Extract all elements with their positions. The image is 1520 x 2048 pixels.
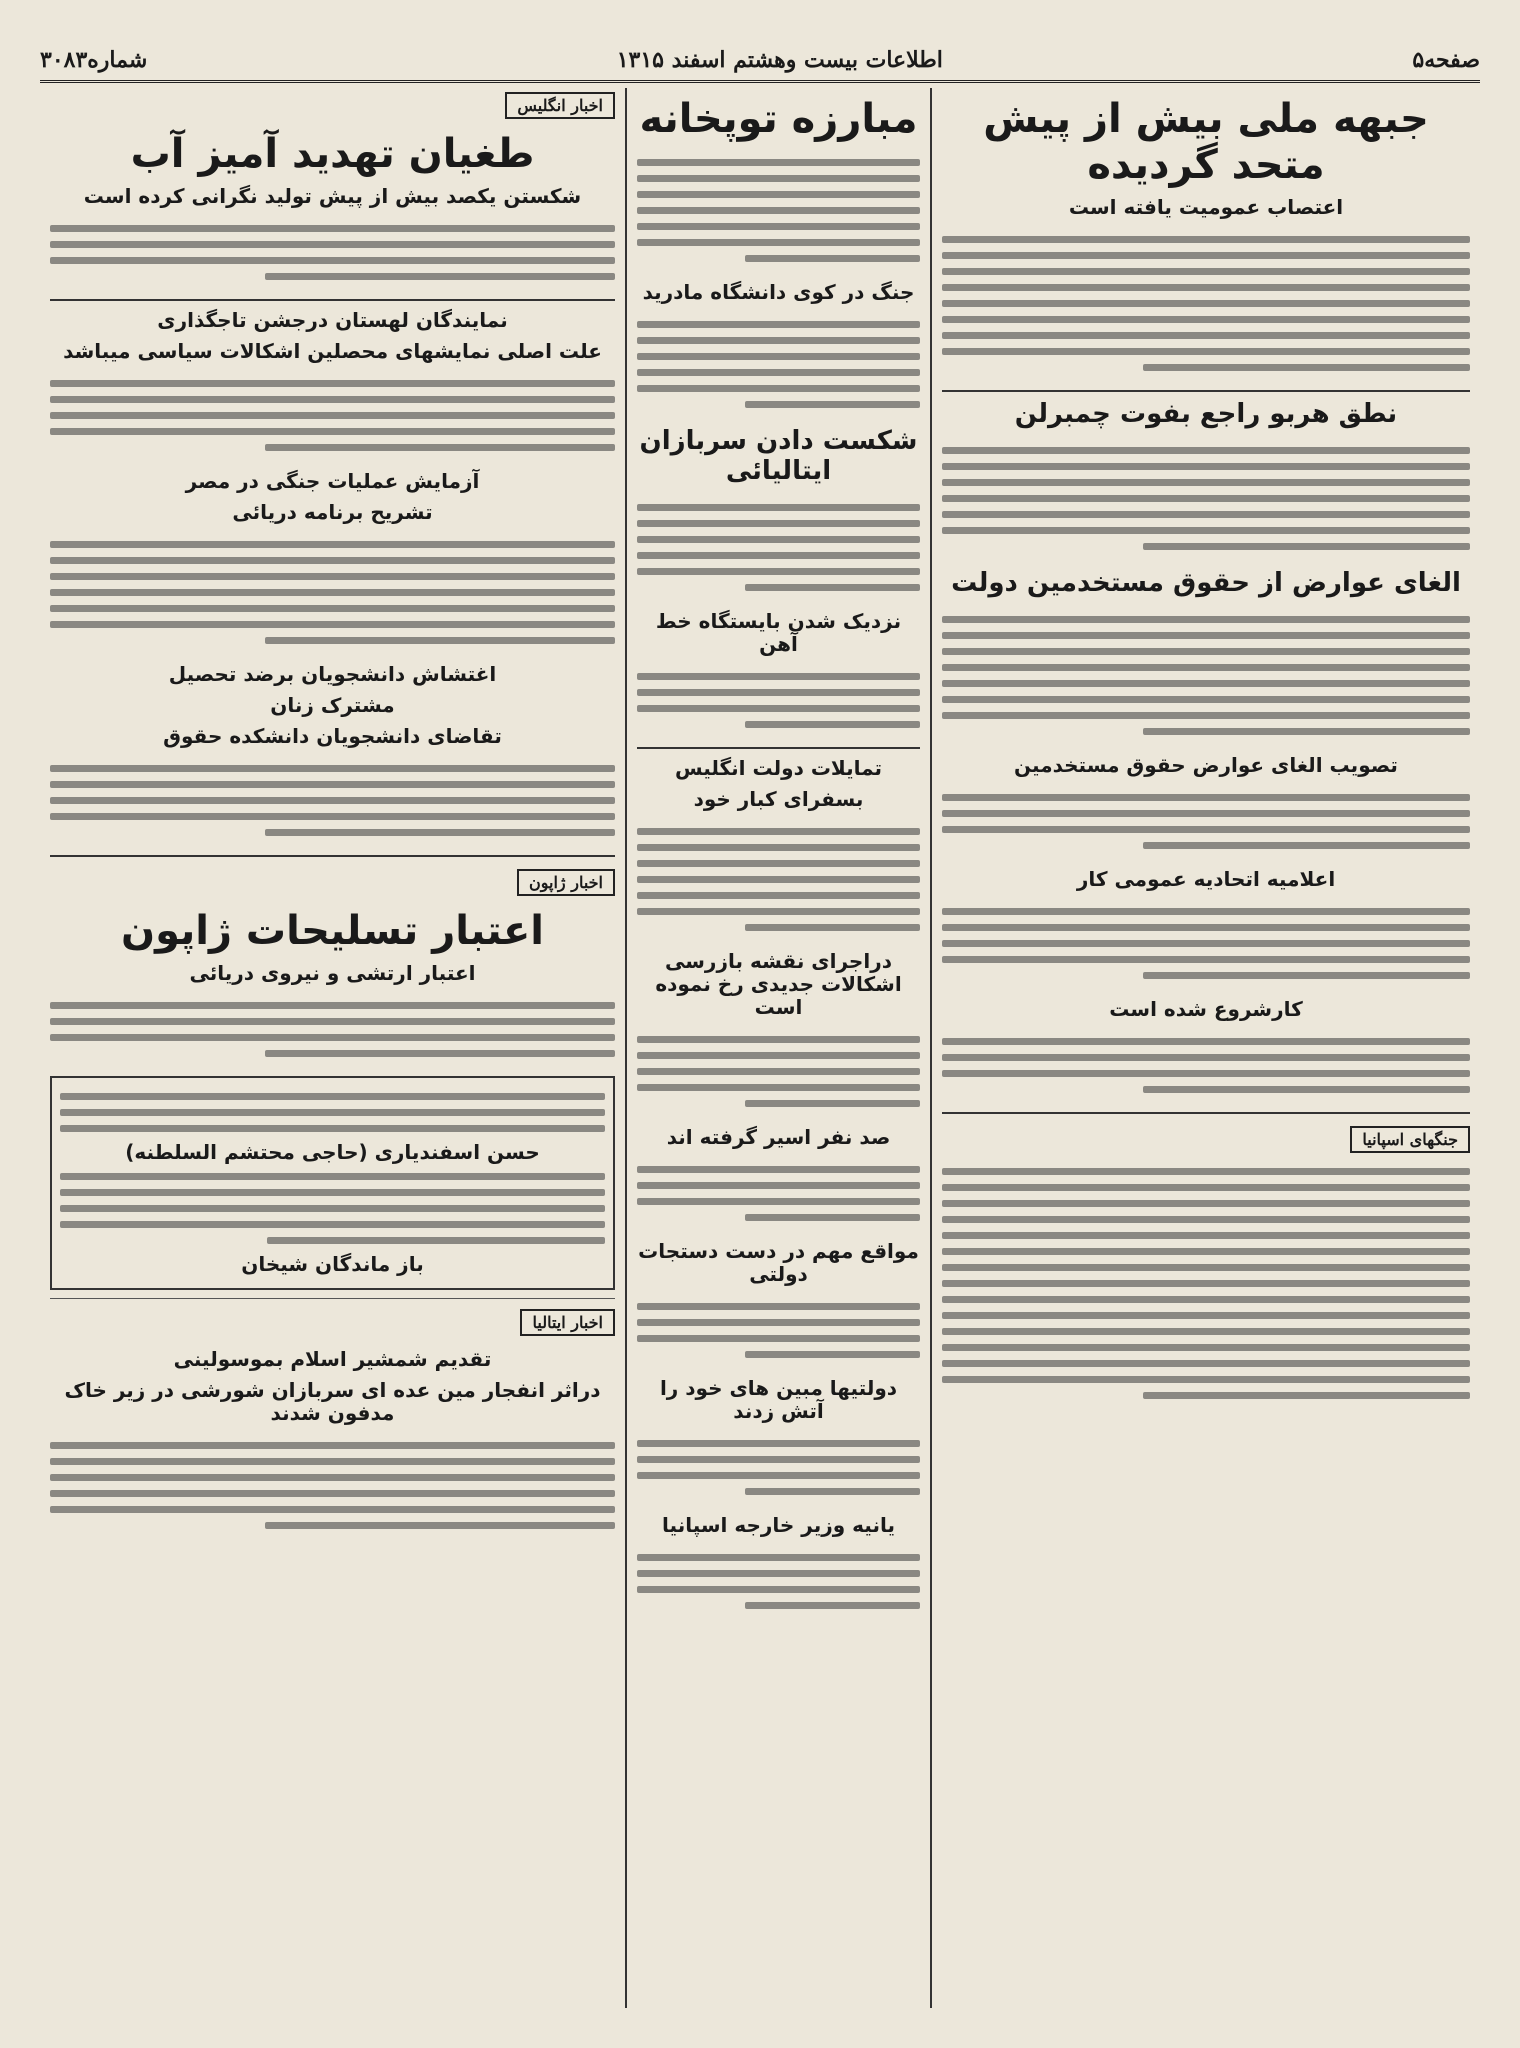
subhead-tax-abolition: الغای عوارض از حقوق مستخدمین دولت [951,567,1461,598]
subhead-sword-mussolini: تقدیم شمشیر اسلام بموسولینی [173,1347,492,1371]
section-label-japan: اخبار ژاپون [517,869,615,896]
article-body [637,493,920,602]
subhead-work-resumed: کارشروع شده است [1109,996,1303,1021]
subhead-railway-station: نزدیک شدن بایستگاه خط آهن [655,608,902,656]
masthead-bar [40,40,1480,83]
article-body [637,310,920,419]
article-body [50,530,615,655]
notice-box [50,1076,615,1290]
article-body [942,225,1470,382]
column-left [40,88,625,2008]
subhead-italian-defeat: شکست دادن سربازان ایتالیائی [639,426,918,486]
article-body [942,1027,1470,1104]
article-body [637,817,920,942]
masthead-title: اطلاعات بیست وهشتم اسفند ۱۳۱۵ [616,47,943,73]
column-middle-right [625,88,930,2008]
article-body [637,148,920,273]
subhead-army-navy-credit: اعتبار ارتشی و نیروی دریائی [189,961,476,985]
notice-family: باز ماندگان شیخان [241,1252,424,1276]
article-body [942,1157,1470,1410]
section-label-spain: جنگهای اسپانیا [1350,1126,1470,1153]
section-label-italy: اخبار ایتالیا [520,1309,615,1336]
article-body [637,1025,920,1118]
article-body [50,754,615,847]
article-body [942,897,1470,990]
subhead-mines-burned: دولتیها مبین های خود را آتش زدند [659,1375,898,1423]
subhead-prisoners: صد نفر اسیر گرفته اند [666,1124,891,1149]
section-label-england: اخبار انگلیس [505,92,615,119]
subhead-key-positions: مواقع مهم در دست دستجات دولتی [638,1238,919,1286]
subhead-poland-coronation: نمایندگان لهستان درجشن تاجگذاری [157,308,508,332]
article-body [637,1292,920,1369]
subhead-tax-approval: تصویب الغای عوارض حقوق مستخدمین [1014,752,1398,777]
subhead-foreign-minister: یانیه وزیر خارجه اسپانیا [662,1512,895,1537]
headline-artillery: مبارزه توپخانه [639,96,918,142]
subhead-herriot-speech: نطق هربو راجع بفوت چمبرلن [1014,399,1398,429]
notice-signature: حسن اسفندیاری (حاجی محتشم السلطنه) [125,1140,540,1164]
article-body [942,436,1470,561]
column-right [930,88,1480,2008]
page-label: صفحه۵ [1412,47,1480,73]
subhead-university-fight: جنگ در کوی دانشگاه مادرید [642,280,915,304]
subhead-flood-worry: شکستن یکصد بیش از پیش تولید نگرانی کرده است [83,184,582,208]
article-body [942,605,1470,746]
article-body [50,991,615,1068]
subhead-student-protests: علت اصلی نمایشهای محصلین اشکالات سیاسی میباشد [63,339,602,363]
article-body [50,369,615,462]
subhead-mine-explosion: دراثر انفجار مین عده ای سربازان شورشی در زیر خاک مدفون شدند [64,1378,601,1425]
subhead-general-strike: اعتصاب عمومیت یافته است [1068,195,1344,219]
article-body [637,1543,920,1620]
article-body [50,1431,615,1540]
article-body [942,783,1470,860]
headline-flood: طغیان تهدید آمیز آب [130,131,535,177]
article-body [637,1155,920,1232]
subhead-inspection-plan: دراجرای نقشه بازرسی اشکالات جدیدی رخ نموده است [655,948,902,1019]
subhead-ambassadors: بسفرای کبار خود [693,786,864,811]
subhead-egypt-war-test: آزمایش عملیات جنگی در مصر [185,469,480,493]
subhead-british-policy: تمایلات دولت انگلیس [674,755,883,780]
issue-number: شماره۳۰۸۳ [40,47,148,73]
subhead-women-education: مشترک زنان [270,693,395,717]
subhead-naval-program: تشریح برنامه دریائی [232,500,433,524]
subhead-law-students: تقاضای دانشجویان دانشکده حقوق [163,724,502,748]
subhead-labor-union: اعلامیه اتحادیه عمومی کار [1076,866,1336,891]
headline-national-front: جبهه ملی بیش از پیش متحد گردیده [983,96,1429,188]
article-body [637,1429,920,1506]
subhead-student-unrest: اغتشاش دانشجویان برضد تحصیل [168,662,497,686]
headline-japan-armament: اعتبار تسلیحات ژاپون [121,908,544,954]
article-body [50,214,615,291]
article-body [637,662,920,739]
